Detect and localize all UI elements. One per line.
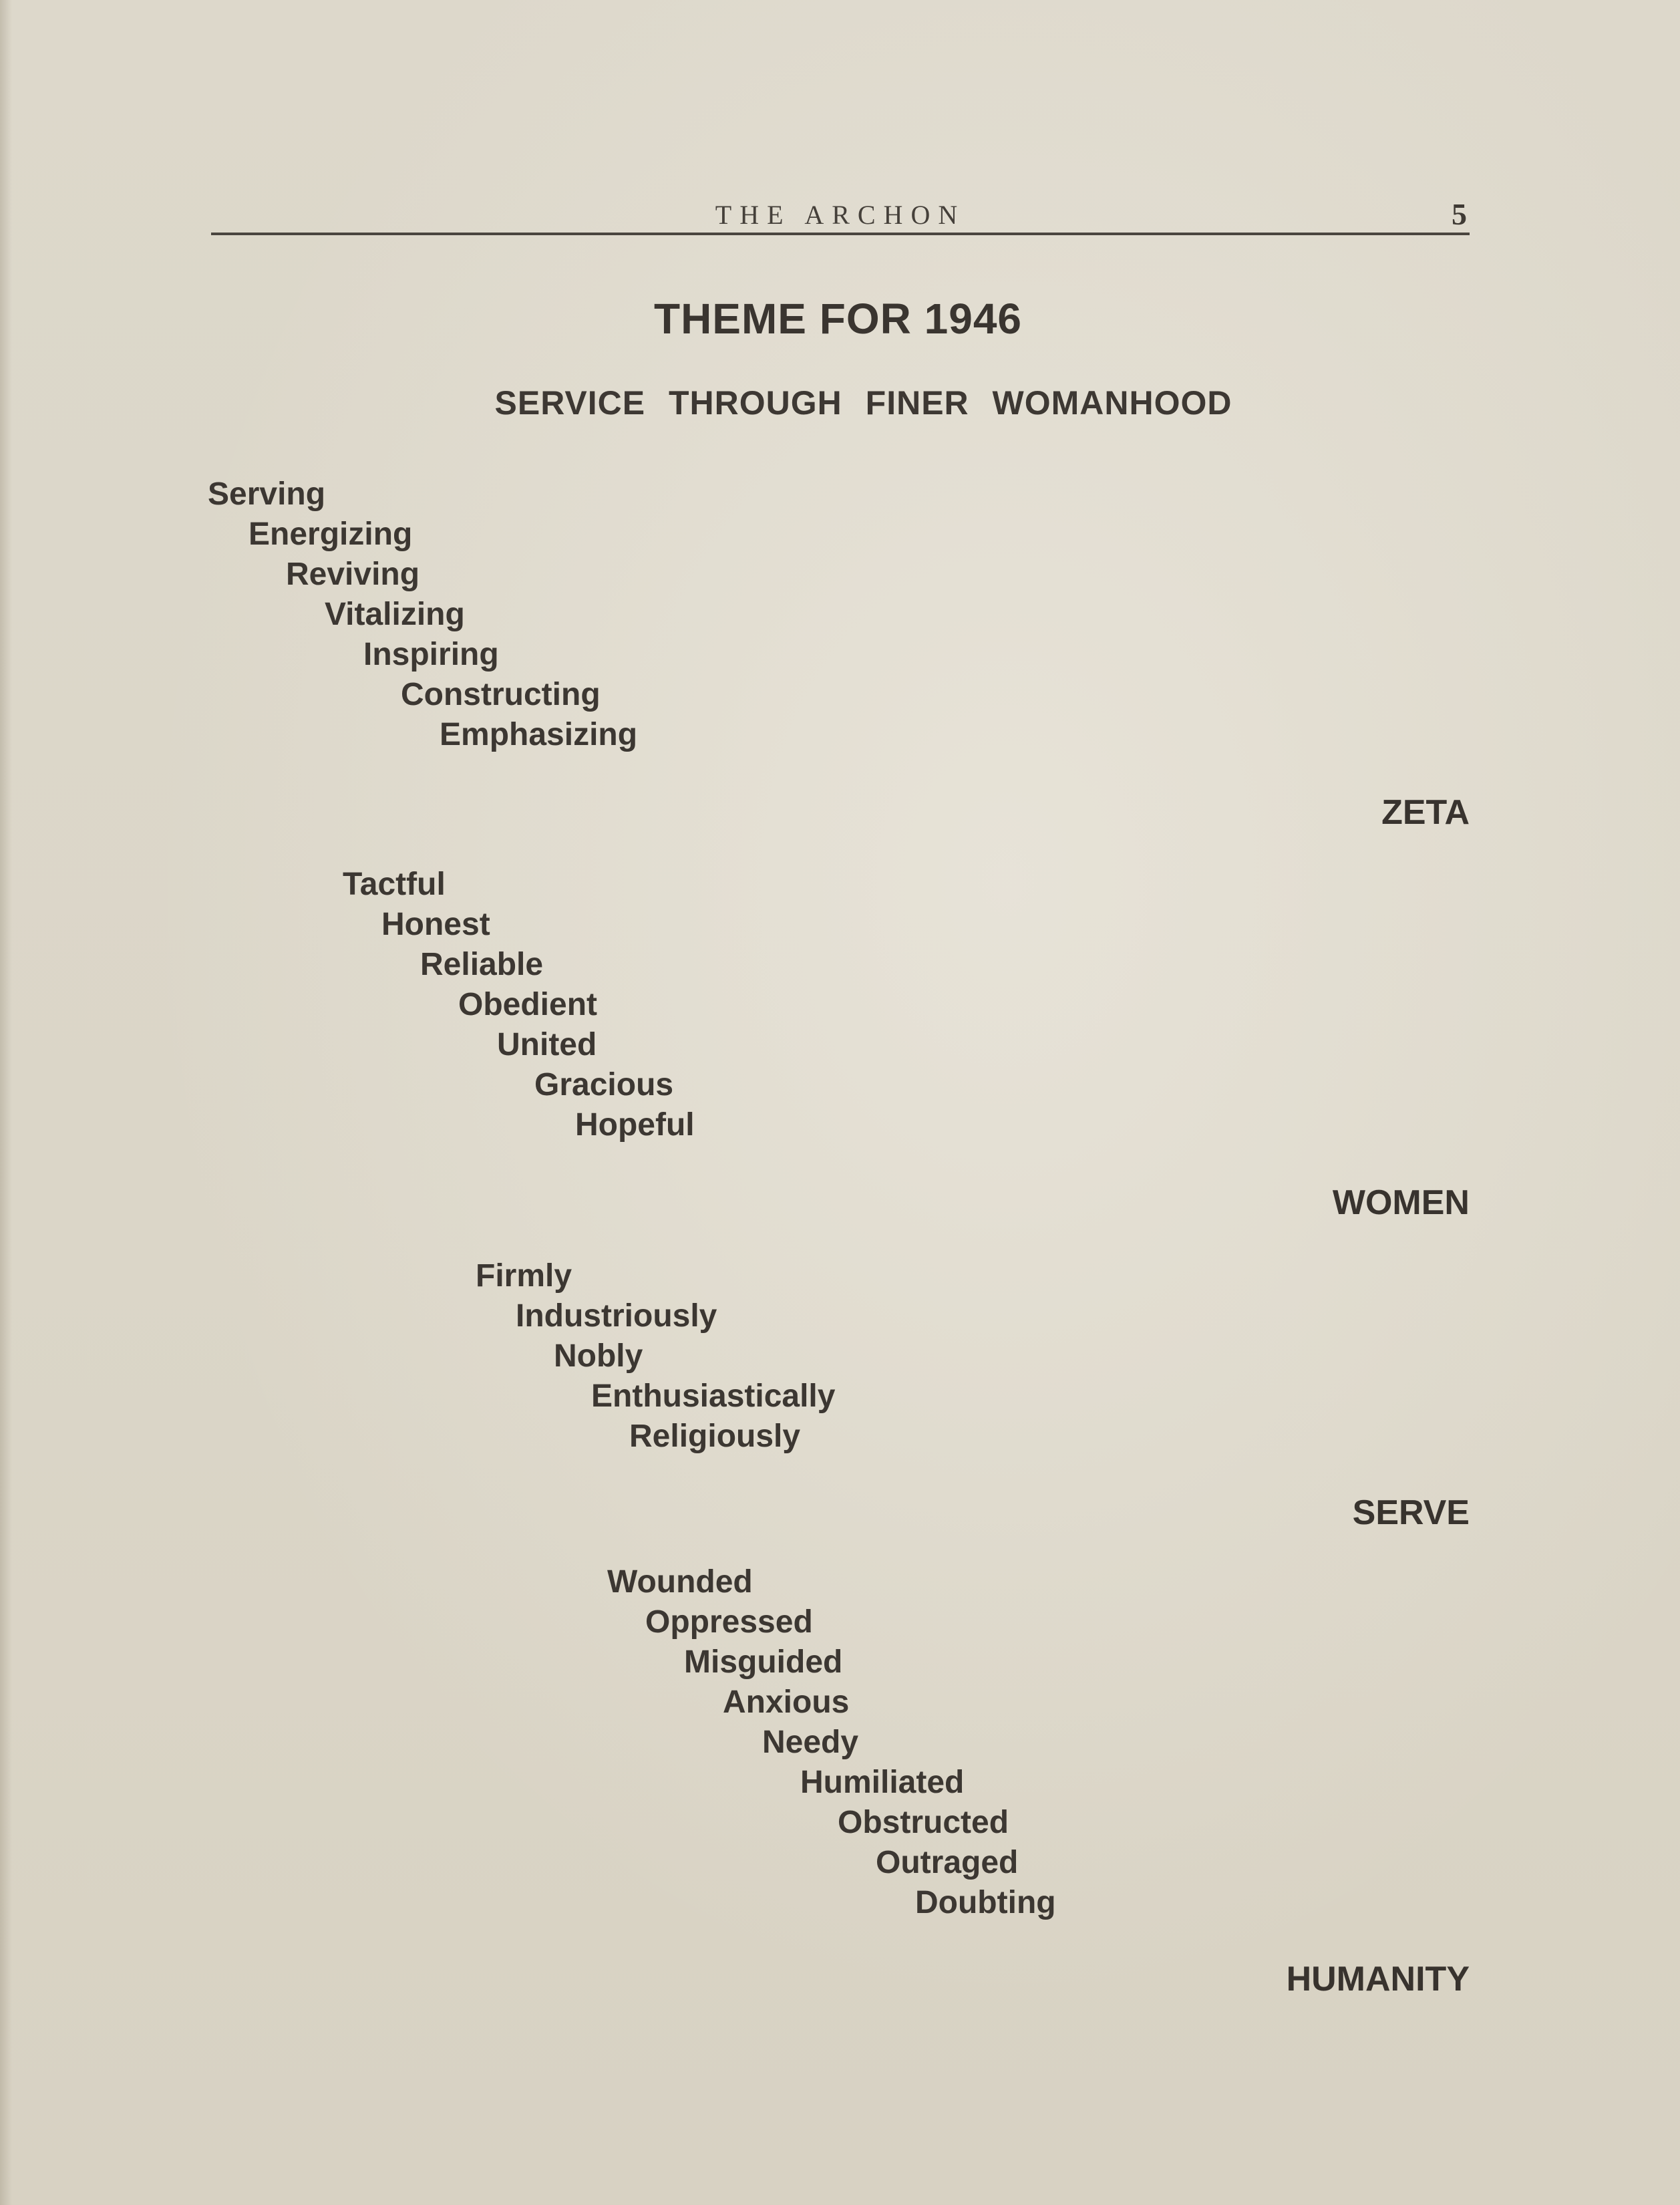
acrostic-word: Obedient [458,987,598,1022]
acrostic-word: Obstructed [838,1805,1009,1840]
running-title: THE ARCHON [715,200,966,230]
acrostic-word: Misguided [684,1644,843,1680]
acrostic-keyword: SERVE [1352,1493,1470,1532]
acrostic-word: Emphasizing [440,717,638,752]
acrostic-word: Vitalizing [325,597,465,632]
acrostic-word: Serving [208,476,326,512]
acrostic-word: Religiously [629,1419,801,1454]
acrostic-keyword: WOMEN [1332,1183,1470,1222]
acrostic-word: Needy [762,1725,859,1760]
acrostic-word: Firmly [476,1258,572,1294]
acrostic-word: Tactful [343,867,446,902]
running-header [211,195,1470,235]
acrostic-word: Humiliated [800,1765,965,1800]
acrostic-word: Outraged [876,1845,1019,1880]
acrostic-word: Doubting [915,1885,1056,1920]
acrostic-word: Honest [381,907,490,942]
acrostic-word: United [497,1027,597,1062]
acrostic-word: Nobly [554,1338,643,1374]
acrostic-word: Oppressed [645,1604,813,1640]
acrostic-word: Wounded [607,1564,753,1600]
header-rule [211,233,1470,235]
acrostic-keyword: HUMANITY [1286,1960,1470,1999]
acrostic-word: Energizing [248,517,413,552]
acrostic-word: Reviving [286,557,420,592]
acrostic-word: Anxious [723,1684,850,1720]
page-number: 5 [1452,197,1467,231]
acrostic-word: Reliable [420,947,544,982]
acrostic-word: Inspiring [363,637,499,672]
acrostic-word: Industriously [516,1298,717,1334]
acrostic-word: Enthusiastically [591,1378,836,1414]
page-title: THEME FOR 1946 [653,295,1023,343]
acrostic-word: Gracious [534,1067,674,1102]
acrostic-keyword: ZETA [1381,793,1470,832]
acrostic-word: Constructing [401,677,601,712]
acrostic-word: Hopeful [575,1107,695,1143]
page-subtitle: SERVICE THROUGH FINER WOMANHOOD [494,384,1232,422]
